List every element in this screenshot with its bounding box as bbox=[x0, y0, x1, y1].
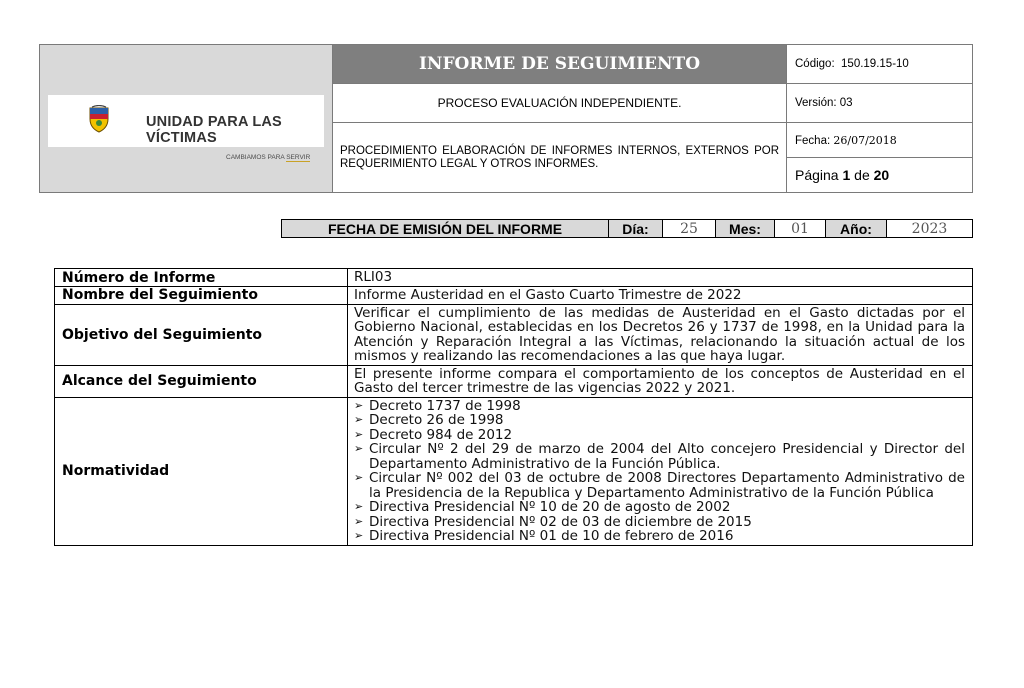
list-item: ➢ Directiva Presidencial Nº 02 de 03 de diciembre de 2015 bbox=[354, 515, 965, 530]
numero-value: RLI03 bbox=[348, 269, 973, 287]
emission-label: FECHA DE EMISIÓN DEL INFORME bbox=[282, 220, 609, 238]
normatividad-label: Normatividad bbox=[55, 397, 348, 545]
year-value: 2023 bbox=[887, 220, 973, 238]
document-header bbox=[39, 44, 973, 193]
objetivo-label: Objetivo del Seguimiento bbox=[55, 304, 348, 365]
codigo-cell: Código: 150.19.15-10 bbox=[787, 45, 973, 84]
logo-cell bbox=[40, 45, 333, 193]
day-value: 25 bbox=[663, 220, 716, 238]
list-item: ➢ Directiva Presidencial Nº 10 de 20 de agosto de 2002 bbox=[354, 500, 965, 515]
month-label: Mes: bbox=[716, 220, 775, 238]
nombre-label: Nombre del Seguimiento bbox=[55, 287, 348, 305]
day-label: Día: bbox=[609, 220, 663, 238]
table-row bbox=[55, 287, 973, 305]
alcance-label: Alcance del Seguimiento bbox=[55, 365, 348, 397]
process-name: PROCESO EVALUACIÓN INDEPENDIENTE. bbox=[333, 84, 787, 123]
list-item: ➢ Circular Nº 002 del 03 de octubre de 2008 Directores Departamento Administrativo de la Presidencia de la Republica y Departamento Administrativo de la Función Pública bbox=[354, 471, 965, 500]
logo-text: UNIDAD PARA LAS VÍCTIMAS bbox=[146, 114, 282, 146]
document-title: INFORME DE SEGUIMIENTO bbox=[333, 45, 787, 84]
year-label: Año: bbox=[826, 220, 887, 238]
page-indicator: Página 1 de 20 bbox=[787, 158, 973, 193]
table-row bbox=[55, 365, 973, 397]
coat-of-arms-icon bbox=[88, 105, 110, 133]
table-row bbox=[55, 269, 973, 287]
table-row bbox=[55, 304, 973, 365]
procedure-name: PROCEDIMIENTO ELABORACIÓN DE INFORMES INTERNOS, EXTERNOS POR REQUERIMIENTO LEGAL Y OTROS INFORMES. bbox=[333, 123, 787, 193]
objetivo-value: Verificar el cumplimiento de las medidas de Austeridad en el Gasto dictadas por el Gobierno Nacional, establecidas en los Decretos 26 y 1737 de 1998, en la Unidad para la Atención y Reparación Integral a las Víctimas, relacionando la situación actual de los mismos y realizando las recomendaciones a las que haya lugar. bbox=[348, 304, 973, 365]
report-info-table bbox=[54, 268, 973, 546]
fecha-cell: Fecha: 26/07/2018 bbox=[787, 123, 973, 158]
normatividad-value bbox=[348, 397, 973, 545]
table-row bbox=[55, 397, 973, 545]
version-cell: Versión: 03 bbox=[787, 84, 973, 123]
month-value: 01 bbox=[775, 220, 826, 238]
list-item: ➢ Circular Nº 2 del 29 de marzo de 2004 del Alto concejero Presidencial y Director del Departamento Administrativo de la Función Pública. bbox=[354, 442, 965, 471]
list-item: ➢ Decreto 984 de 2012 bbox=[354, 428, 965, 443]
alcance-value: El presente informe compara el comportamiento de los conceptos de Austeridad en el Gasto del tercer trimestre de las vigencias 2022 y 2021. bbox=[348, 365, 973, 397]
list-item: ➢ Decreto 26 de 1998 bbox=[354, 413, 965, 428]
logo-slogan: CAMBIAMOS PARA SERVIR bbox=[226, 154, 311, 161]
normatividad-list bbox=[354, 399, 965, 544]
list-item: ➢ Directiva Presidencial Nº 01 de 10 de febrero de 2016 bbox=[354, 529, 965, 544]
list-item: ➢ Decreto 1737 de 1998 bbox=[354, 399, 965, 414]
emission-date-bar bbox=[281, 219, 973, 238]
nombre-value: Informe Austeridad en el Gasto Cuarto Trimestre de 2022 bbox=[348, 287, 973, 305]
numero-label: Número de Informe bbox=[55, 269, 348, 287]
